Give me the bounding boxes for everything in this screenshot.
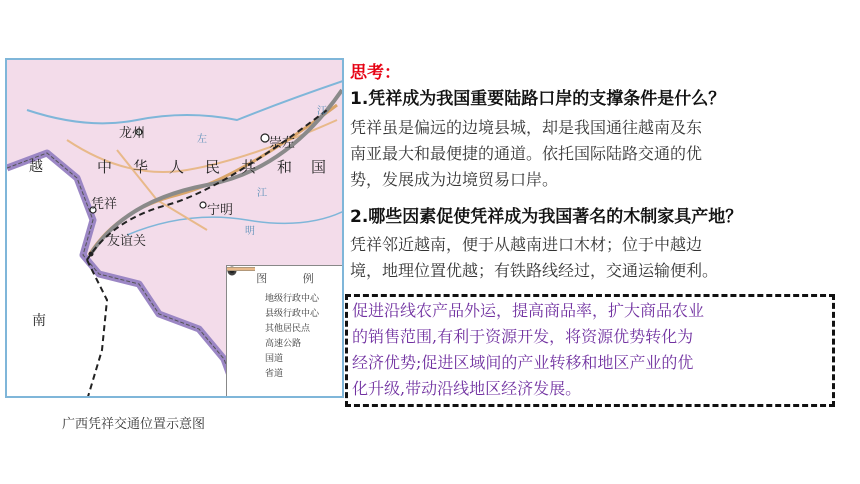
legend-item bbox=[227, 365, 343, 380]
legend-label: 其他居民点 bbox=[265, 324, 311, 334]
answer-1 bbox=[350, 115, 846, 193]
legend-item bbox=[227, 350, 343, 365]
label-zuo: 左 bbox=[197, 134, 207, 145]
label-china-6: 和 bbox=[277, 158, 293, 176]
legend-label: 国道 bbox=[265, 354, 284, 364]
answer-1-line: 南亚最大和最便捷的通道。依托国际陆路交通的优 bbox=[350, 144, 703, 163]
legend-item bbox=[227, 305, 343, 320]
label-ming: 明 bbox=[245, 226, 255, 237]
label-pingxiang: 凭祥 bbox=[91, 197, 118, 212]
box-answer bbox=[352, 298, 830, 402]
legend-label: 县级行政中心 bbox=[265, 309, 320, 319]
label-longzhou: 龙州 bbox=[119, 126, 146, 141]
legend-item bbox=[227, 320, 343, 335]
label-yue: 越 bbox=[29, 159, 43, 175]
label-china-1: 中 bbox=[97, 158, 113, 176]
answer-1-line: 凭祥虽是偏远的边境县城，却是我国通往越南及东 bbox=[350, 118, 703, 137]
answer-2-line: 境，地理位置优越；有铁路线经过，交通运输便利。 bbox=[350, 261, 719, 280]
label-china-2: 华 bbox=[133, 158, 149, 176]
map-panel bbox=[5, 58, 344, 398]
legend-label: 省道 bbox=[265, 369, 284, 379]
box-line: 的销售范围,有利于资源开发，将资源优势转化为 bbox=[352, 327, 694, 346]
label-nan: 南 bbox=[32, 313, 46, 329]
legend-item bbox=[227, 335, 343, 350]
question-2: 2.哪些因素促使凭祥成为我国著名的木制家具产地？ bbox=[350, 207, 743, 227]
youyiguan-marker bbox=[89, 252, 94, 257]
label-china-7: 国 bbox=[311, 158, 327, 176]
box-line: 经济优势;促进区域间的产业转移和地区产业的优 bbox=[352, 353, 694, 372]
ningming-marker bbox=[200, 202, 206, 208]
legend-title: 图 例 bbox=[256, 272, 330, 285]
question-1: 1.凭祥成为我国重要陆路口岸的支撑条件是什么？ bbox=[350, 89, 726, 109]
label-youyiguan: 友谊关 bbox=[107, 234, 147, 249]
label-jiang-2: 江 bbox=[257, 188, 267, 199]
legend-label: 高速公路 bbox=[265, 339, 302, 349]
chongzuo-marker bbox=[261, 134, 269, 142]
think-heading: 思考： bbox=[350, 63, 401, 83]
answer-1-line: 势，发展成为边境贸易口岸。 bbox=[350, 170, 559, 189]
map-caption: 广西凭祥交通位置示意图 bbox=[62, 417, 206, 432]
label-china-5: 共 bbox=[241, 158, 257, 176]
answer-2-line: 凭祥邻近越南，便于从越南进口木材；位于中越边 bbox=[350, 235, 703, 254]
label-china-4: 民 bbox=[205, 158, 221, 176]
answer-2 bbox=[350, 232, 846, 284]
river-zuojiang bbox=[27, 80, 344, 123]
river-mingjiang bbox=[127, 210, 344, 235]
map-legend bbox=[226, 265, 344, 397]
label-jiang-1: 江 bbox=[317, 106, 327, 117]
legend-item bbox=[227, 290, 343, 305]
box-line: 促进沿线农产品外运，提高商品率，扩大商品农业 bbox=[352, 301, 705, 320]
label-chongzuo: 崇左 bbox=[269, 136, 296, 151]
label-ningming: 宁明 bbox=[207, 203, 234, 218]
box-line: 化升级,带动沿线地区经济发展。 bbox=[352, 379, 582, 398]
label-china-3: 人 bbox=[169, 158, 185, 176]
legend-label: 地级行政中心 bbox=[265, 294, 320, 304]
